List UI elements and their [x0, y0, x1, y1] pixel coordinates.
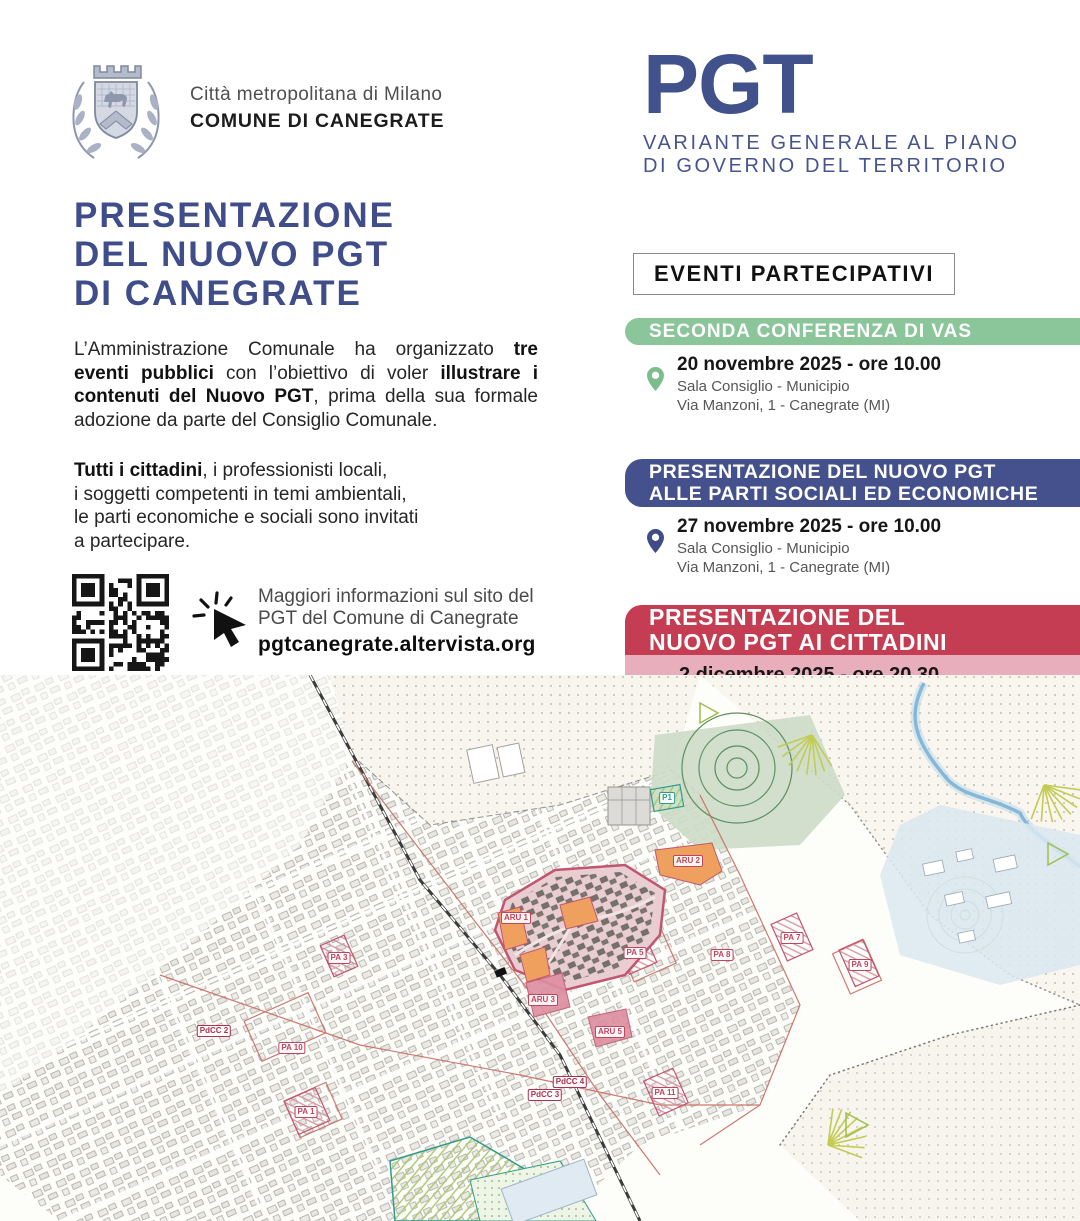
map-zone-label: PA 5 [624, 947, 647, 959]
website-info-text: Maggiori informazioni sul sito del PGT del Comune di Canegrate [258, 586, 534, 629]
map-pin-icon [647, 367, 664, 391]
map-zone-label: ARU 5 [595, 1026, 625, 1038]
event-1-title-bar: SECONDA CONFERENZA DI VAS [625, 318, 1080, 345]
map-zone-label: PdCC 2 [197, 1025, 231, 1037]
map-zone-label: PA 9 [849, 959, 872, 971]
intro-paragraph-1: L’Amministrazione Comunale ha organizzato tre eventi pubblici con l’obiettivo di voler illustrare i contenuti del Nuovo PGT, prima della sua formale adozione da parte del Consiglio Comunale. [74, 339, 538, 431]
map-zone-label: PA 1 [295, 1106, 318, 1118]
canegrate-coat-of-arms-icon [64, 56, 168, 168]
pgt-subtitle: VARIANTE GENERALE AL PIANO DI GOVERNO DEL TERRITORIO [643, 132, 1020, 177]
map-zone-label: ARU 1 [501, 912, 531, 924]
event-1-venue: Sala Consiglio - Municipio Via Manzoni, 1 - Canegrate (MI) [677, 378, 891, 414]
map-zone-label: PdCC 4 [553, 1076, 587, 1088]
map-zone-label: PA 11 [652, 1087, 679, 1099]
comune-label: COMUNE DI CANEGRATE [190, 110, 445, 132]
map-zone-label: PA 7 [781, 932, 804, 944]
qr-code [72, 574, 169, 671]
page-title: PRESENTAZIONE DEL NUOVO PGT DI CANEGRATE [74, 196, 395, 313]
click-cursor-icon [190, 588, 252, 650]
map-pin-icon [647, 529, 664, 553]
map-zone-label: ARU 3 [528, 994, 558, 1006]
map-zone-label: PA 8 [711, 949, 734, 961]
event-3-title-bar: PRESENTAZIONE DEL NUOVO PGT AI CITTADINI [625, 605, 1080, 655]
intro-paragraph-2: Tutti i cittadini, i professionisti locali, i soggetti competenti in temi ambientali, le parti economiche e sociali sono invitati a partecipare. [74, 460, 419, 552]
pgt-urban-plan-map [0, 675, 1080, 1221]
metro-city-label: Città metropolitana di Milano [190, 84, 443, 105]
pgt-logo: PGT [643, 37, 813, 131]
event-block-parti-sociali [625, 459, 1080, 577]
website-url-link[interactable]: pgtcanegrate.altervista.org [258, 633, 536, 656]
map-zone-label: PA 3 [328, 952, 351, 964]
event-2-date: 27 novembre 2025 - ore 10.00 [677, 516, 942, 537]
map-zone-label: ARU 2 [673, 855, 703, 867]
event-2-title-bar: PRESENTAZIONE DEL NUOVO PGT ALLE PARTI SOCIALI ED ECONOMICHE [625, 459, 1080, 507]
event-block-vas [625, 318, 1080, 415]
map-canvas [0, 675, 1080, 1221]
event-2-venue: Sala Consiglio - Municipio Via Manzoni, 1 - Canegrate (MI) [677, 540, 891, 576]
event-1-date: 20 novembre 2025 - ore 10.00 [677, 354, 942, 375]
map-zone-label: PA 10 [278, 1042, 305, 1054]
map-zone-label: P1 [659, 792, 675, 804]
map-zone-label: PdCC 3 [528, 1089, 562, 1101]
events-section-title: EVENTI PARTECIPATIVI [633, 253, 955, 295]
